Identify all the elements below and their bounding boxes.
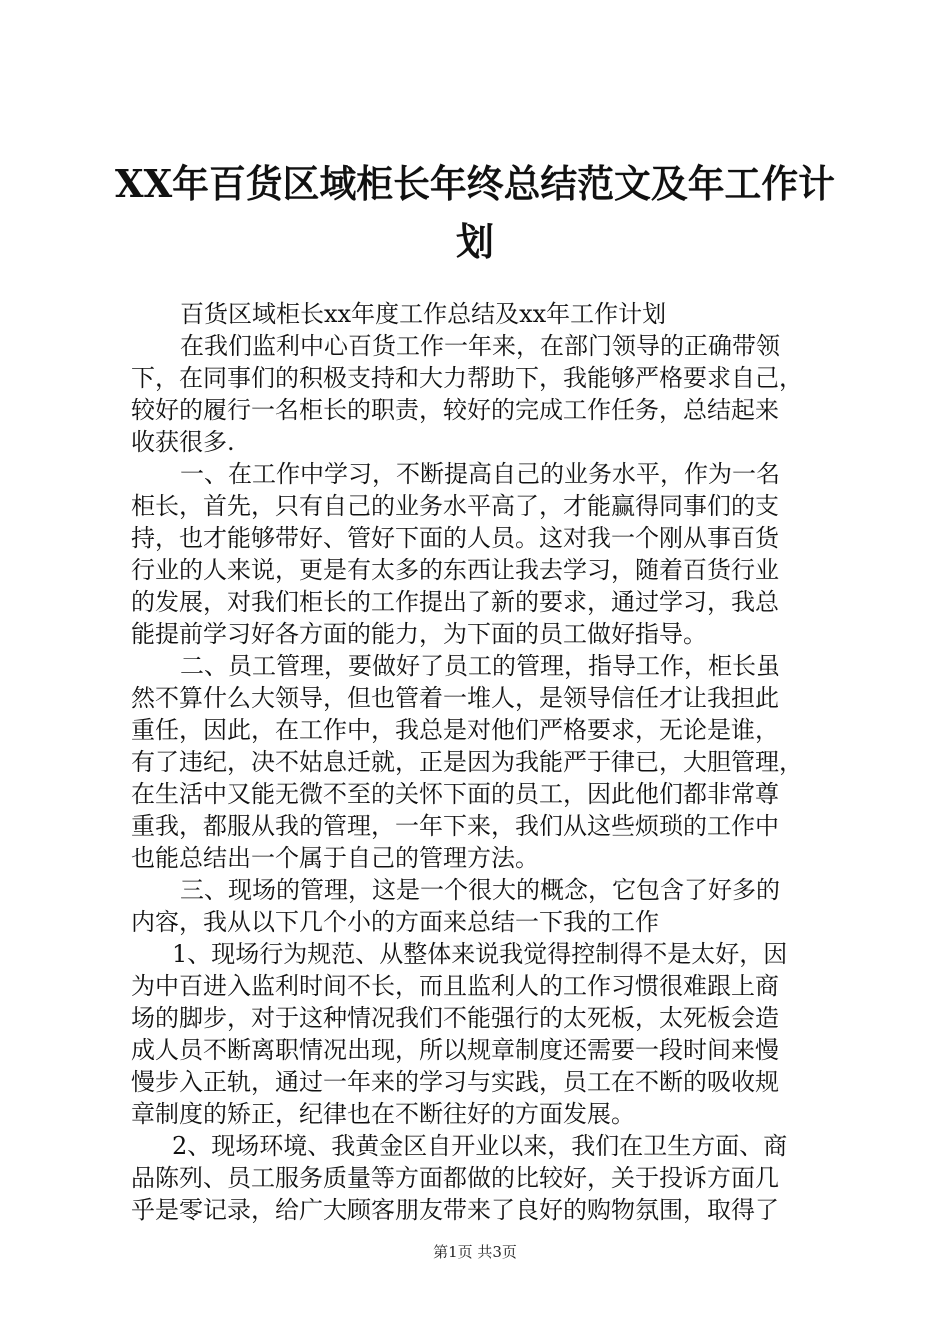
page-footer: 第1页 共3页 [433,1243,517,1261]
body-line: 乎是零记录，给广大顾客朋友带来了良好的购物氛围，取得了 [131,1196,779,1224]
body-line: 品陈列、员工服务质量等方面都做的比较好，关于投诉方面几 [131,1164,779,1192]
body-line: 慢步入正轨，通过一年来的学习与实践，员工在不断的吸收规 [131,1068,779,1096]
body-line: 内容，我从以下几个小的方面来总结一下我的工作 [131,908,659,936]
body-line: 二、员工管理，要做好了员工的管理，指导工作，柜长虽 [180,652,780,680]
body-line: 也能总结出一个属于自己的管理方法。 [131,844,539,872]
body-line: 章制度的矫正，纪律也在不断往好的方面发展。 [131,1100,635,1128]
body-line: 收获很多. [131,428,235,456]
body-line: 百货区域柜长xx年度工作总结及xx年工作计划 [180,300,667,328]
document-title-line-1: XX年百货区域柜长年终总结范文及年工作计 [114,161,836,206]
body-line: 为中百进入监利时间不长，而且监利人的工作习惯很难跟上商 [131,972,779,1000]
body-line: 在我们监利中心百货工作一年来，在部门领导的正确带领 [180,332,780,360]
body-line: 在生活中又能无微不至的关怀下面的员工，因此他们都非常尊 [131,780,779,808]
body-line: 重任，因此，在工作中，我总是对他们严格要求，无论是谁， [131,716,779,744]
document-title-line-2: 划 [455,219,494,264]
body-line: 有了违纪，决不姑息迁就，正是因为我能严于律已，大胆管理， [131,748,803,776]
body-line: 柜长，首先，只有自己的业务水平高了，才能赢得同事们的支 [131,492,779,520]
body-line: 下，在同事们的积极支持和大力帮助下，我能够严格要求自己， [131,364,803,392]
body-line: 成人员不断离职情况出现，所以规章制度还需要一段时间来慢 [131,1036,779,1064]
body-line: 能提前学习好各方面的能力，为下面的员工做好指导。 [131,620,707,648]
body-line: 三、现场的管理，这是一个很大的概念，它包含了好多的 [180,876,780,904]
body-line: 1、现场行为规范、从整体来说我觉得控制得不是太好，因 [172,940,788,968]
body-line: 重我，都服从我的管理，一年下来，我们从这些烦琐的工作中 [131,812,779,840]
body-line: 持，也才能够带好、管好下面的人员。这对我一个刚从事百货 [131,524,779,552]
body-line: 然不算什么大领导，但也管着一堆人，是领导信任才让我担此 [131,684,779,712]
body-line: 2、现场环境、我黄金区自开业以来，我们在卫生方面、商 [172,1132,788,1160]
body-line: 较好的履行一名柜长的职责，较好的完成工作任务，总结起来 [131,396,779,424]
body-line: 一、在工作中学习，不断提高自己的业务水平，作为一名 [180,460,780,488]
body-line: 行业的人来说，更是有太多的东西让我去学习，随着百货行业 [131,556,779,584]
body-line: 场的脚步，对于这种情况我们不能强行的太死板，太死板会造 [131,1004,779,1032]
body-line: 的发展，对我们柜长的工作提出了新的要求，通过学习，我总 [131,588,779,616]
